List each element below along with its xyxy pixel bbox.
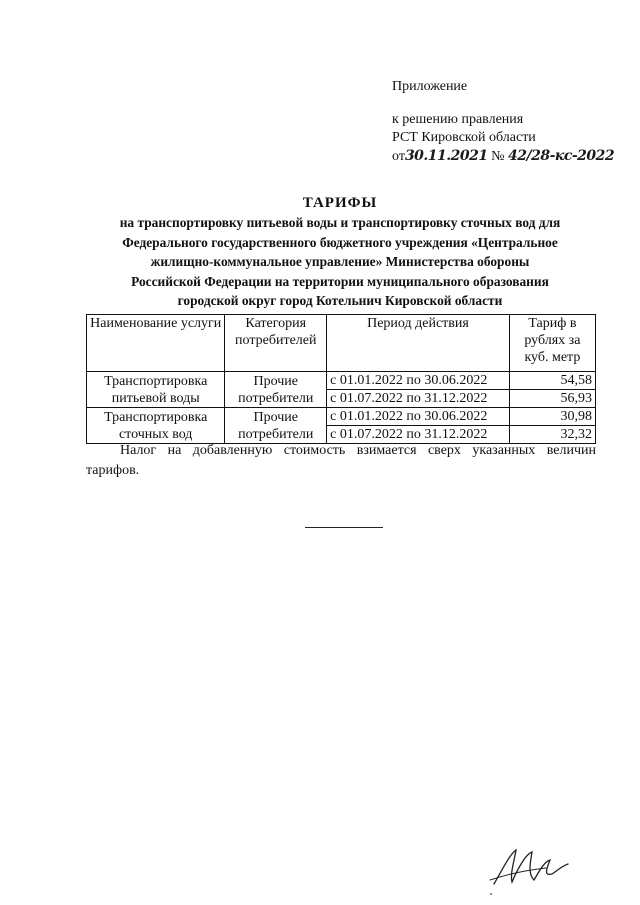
header-consumer-category: Категория потребителей	[225, 315, 327, 372]
tariff-value-cell: 56,93	[509, 390, 595, 408]
end-divider	[305, 527, 383, 528]
period-cell: с 01.01.2022 по 30.06.2022	[327, 408, 510, 426]
annex-reference-block	[392, 111, 614, 166]
heading-line-4: Российской Федерации на территории муниципального образования	[131, 273, 549, 289]
header-tariff: Тариф в рублях за куб. метр	[509, 315, 595, 372]
annex-title-block	[392, 78, 467, 96]
heading-main: ТАРИФЫ	[302, 195, 378, 211]
period-cell: с 01.01.2022 по 30.06.2022	[327, 372, 510, 390]
heading-line-3: жилищно-коммунальное управление» Министерства обороны	[150, 254, 530, 269]
tariff-value-cell: 30,98	[509, 408, 595, 426]
service-drinking-water: Транспортировка питьевой воды	[87, 372, 225, 408]
heading-line-5: городской округ город Котельнич Кировской области	[177, 293, 503, 308]
annex-title: Приложение	[392, 79, 468, 94]
tariff-table	[86, 314, 596, 444]
table-header-row	[87, 315, 596, 372]
annex-decision-line: к решению правления	[392, 112, 524, 127]
service-wastewater: Транспортировка сточных вод	[87, 408, 225, 444]
category-other-consumers: Прочие потребители	[225, 408, 327, 444]
annex-number: 42/28-кс-2022	[507, 148, 615, 164]
period-cell: с 01.07.2022 по 31.12.2022	[327, 390, 510, 408]
table-row	[87, 372, 596, 390]
table-row	[87, 408, 596, 426]
tariff-value-cell: 32,32	[509, 426, 595, 444]
annex-date-number-line	[392, 147, 614, 166]
annex-date: 30.11.2021	[404, 148, 488, 164]
header-service-name: Наименование услуги	[87, 315, 225, 372]
category-other-consumers: Прочие потребители	[225, 372, 327, 408]
heading-line-2: Федерального государственного бюджетного учреждения «Центральное	[122, 234, 558, 250]
annex-number-prefix: №	[491, 149, 505, 164]
signature-image	[488, 840, 578, 896]
tariff-heading	[70, 194, 610, 310]
annex-from-prefix: от	[392, 149, 405, 164]
annex-authority-line: РСТ Кировской области	[392, 130, 536, 145]
period-cell: с 01.07.2022 по 31.12.2022	[327, 426, 510, 444]
heading-line-1: на транспортировку питьевой воды и транспортировку сточных вод для	[119, 215, 561, 230]
header-period: Период действия	[327, 315, 510, 372]
vat-note: Налог на добавленную стоимость взимается сверх указанных величин тарифов.	[86, 443, 596, 478]
tariff-value-cell: 54,58	[509, 372, 595, 390]
